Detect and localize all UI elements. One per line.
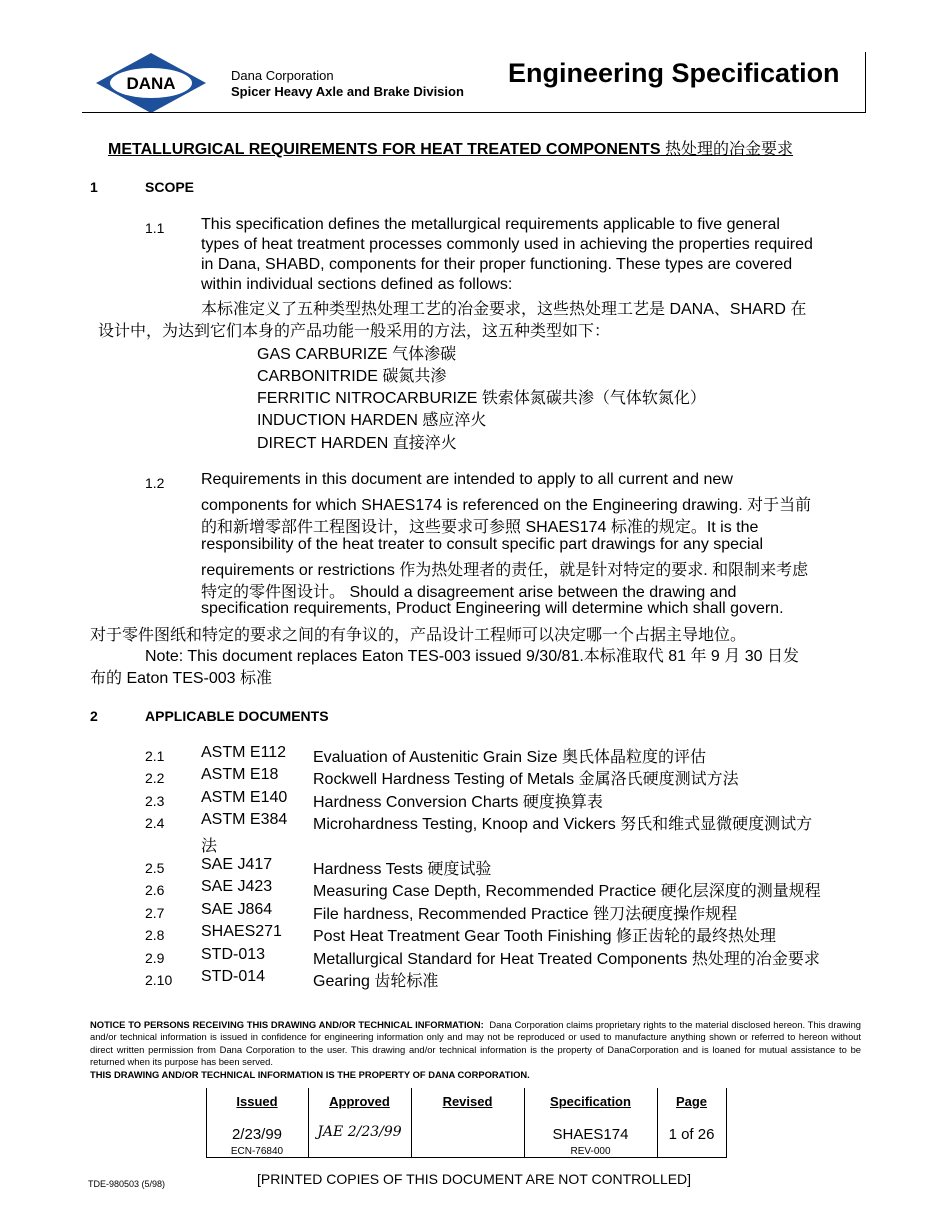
doc-code: SHAES271: [201, 923, 282, 940]
section-1-title: SCOPE: [145, 179, 195, 195]
doc-number: 2.5: [145, 860, 165, 876]
doc-description: Evaluation of Austenitic Grain Size 奥氏体晶粒度的评估: [313, 749, 707, 766]
doc-number: 2.2: [145, 770, 165, 786]
doc-description: Hardness Conversion Charts 硬度换算表: [313, 794, 603, 811]
para-1-1-cn-line: 本标准定义了五种类型热处理工艺的冶金要求，这些热处理工艺是 DANA、SHARD 在: [201, 301, 807, 318]
document-title: [108, 136, 793, 159]
section-2-title: APPLICABLE DOCUMENTS: [145, 708, 329, 724]
process-type: DIRECT HARDEN 直接淬火: [257, 435, 457, 452]
note-line: Note: This document replaces Eaton TES-003 issued 9/30/81.本标准取代 81 年 9 月 30 日发: [145, 648, 799, 665]
document-control-table: [206, 1088, 727, 1158]
process-type: CARBONITRIDE 碳氮共渗: [257, 368, 447, 385]
issued-header: Issued: [236, 1094, 278, 1109]
para-1-1-line: This specification defines the metallurgical requirements applicable to five general: [201, 216, 780, 233]
para-1-1-line: within individual sections defined as follows:: [201, 276, 513, 293]
doc-description: Microhardness Testing, Knoop and Vickers 努氏和维式显微硬度测试方: [313, 816, 813, 833]
document-title-en: METALLURGICAL REQUIREMENTS FOR HEAT TREATED COMPONENTS: [108, 141, 661, 158]
para-1-2-line: 特定的零件图设计。 Should a disagreement arise between the drawing and: [201, 584, 737, 601]
para-1-1-number: 1.1: [145, 220, 165, 236]
doc-code: SAE J417: [201, 856, 273, 873]
doc-number: 2.8: [145, 927, 165, 943]
section-2-number: 2: [90, 708, 98, 724]
specification-header: Specification: [550, 1094, 631, 1109]
para-1-2-number: 1.2: [145, 475, 165, 491]
doc-number: 2.4: [145, 815, 165, 831]
notice-lead: NOTICE TO PERSONS RECEIVING THIS DRAWING AND/OR TECHNICAL INFORMATION:: [90, 1019, 484, 1030]
revised-header: Revised: [442, 1094, 493, 1109]
approval-signature: JAE 2/23/99: [317, 1124, 402, 1140]
doc-number: 2.6: [145, 882, 165, 898]
page-header: Page: [675, 1094, 708, 1109]
revision-number: REV-000: [570, 1146, 611, 1157]
page-number: 1 of 26: [668, 1126, 715, 1143]
doc-code: STD-014: [201, 968, 266, 985]
doc-description: Gearing 齿轮标准: [313, 973, 439, 990]
section-1-number: 1: [90, 179, 98, 195]
para-1-1-line: types of heat treatment processes commonly used in achieving the properties required: [201, 236, 813, 253]
approved-header: Approved: [329, 1094, 390, 1109]
division-name: Spicer Heavy Axle and Brake Division: [231, 84, 464, 99]
doc-code: ASTM E140: [201, 789, 288, 806]
para-1-1-line: in Dana, SHABD, components for their proper functioning. These types are covered: [201, 256, 793, 273]
notice-property: THIS DRAWING AND/OR TECHNICAL INFORMATION IS THE PROPERTY OF DANA CORPORATION.: [90, 1068, 530, 1080]
company-name: Dana Corporation: [231, 68, 334, 83]
doc-code: SAE J864: [201, 901, 273, 918]
header-divider-vertical: [865, 52, 866, 112]
doc-number: 2.3: [145, 793, 165, 809]
para-1-2-line: specification requirements, Product Engineering will determine which shall govern.: [201, 600, 784, 617]
para-1-2-line: 的和新增零部件工程图设计，这些要求可参照 SHAES174 标准的规定。It is the: [201, 519, 759, 536]
doc-number: 2.1: [145, 748, 165, 764]
process-type: GAS CARBURIZE 气体渗碳: [257, 346, 457, 363]
doc-description: Metallurgical Standard for Heat Treated Components 热处理的冶金要求: [313, 951, 820, 968]
doc-number: 2.10: [145, 972, 173, 988]
proprietary-notice: [90, 1019, 861, 1081]
form-number: TDE-980503 (5/98): [88, 1179, 166, 1189]
process-type: FERRITIC NITROCARBURIZE 铁索体氮碳共渗（气体软氮化）: [257, 390, 706, 407]
doc-description: Measuring Case Depth, Recommended Practice 硬化层深度的测量规程: [313, 883, 821, 900]
notice-body: Dana Corporation claims proprietary rights to the material disclosed hereon. This drawing and/or technical information is issued in confidence for engineering information only and may not be reproduced or used to manufacture anything shown or referred to hereon without direct written permission from Dana Corporation to the user. This drawing and/or technical information is the property of DanaCorporation and is loaned for mutual assistance to be returned when its purpose has been served.: [90, 1019, 861, 1068]
specification-number: SHAES174: [552, 1126, 629, 1143]
header-divider: [82, 112, 866, 113]
doc-number: 2.9: [145, 950, 165, 966]
doc-code: STD-013: [201, 946, 266, 963]
para-1-2-line: requirements or restrictions 作为热处理者的责任，就是针对特定的要求. 和限制来考虑: [201, 562, 809, 579]
document-title-cn: 热处理的冶金要求: [665, 139, 794, 158]
dana-logo: [95, 52, 207, 114]
ecn-number: ECN-76840: [230, 1146, 284, 1157]
doc-code: SAE J423: [201, 878, 273, 895]
issued-date: 2/23/99: [231, 1126, 283, 1143]
doc-description: Hardness Tests 硬度试验: [313, 861, 492, 878]
doc-code: ASTM E384: [201, 811, 288, 828]
doc-code: ASTM E112: [201, 744, 287, 761]
doc-number: 2.7: [145, 905, 165, 921]
para-1-2-line: responsibility of the heat treater to consult specific part drawings for any special: [201, 536, 764, 553]
doc-description: Post Heat Treatment Gear Tooth Finishing 修正齿轮的最终热处理: [313, 928, 776, 945]
para-1-2-line: Requirements in this document are intended to apply to all current and new: [201, 471, 733, 488]
para-1-1-cn-line: 设计中，为达到它们本身的产品功能一般采用的方法，这五种类型如下：: [98, 323, 611, 340]
doc-type-title: Engineering Specification: [508, 58, 840, 88]
para-1-2-cn-line: 对于零件图纸和特定的要求之间的有争议的，产品设计工程师可以决定哪一个占据主导地位。: [90, 627, 747, 644]
doc-code: ASTM E18: [201, 766, 279, 783]
logo-text: DANA: [126, 74, 176, 93]
doc-description-wrap: 法: [201, 838, 218, 855]
uncontrolled-copy-notice: [PRINTED COPIES OF THIS DOCUMENT ARE NOT CONTROLLED]: [257, 1171, 692, 1187]
process-type: INDUCTION HARDEN 感应淬火: [257, 412, 487, 429]
note-line: 布的 Eaton TES-003 标准: [90, 670, 273, 687]
doc-description: Rockwell Hardness Testing of Metals 金属洛氏硬度测试方法: [313, 771, 739, 788]
para-1-2-line: components for which SHAES174 is referenced on the Engineering drawing. 对于当前: [201, 497, 812, 514]
doc-description: File hardness, Recommended Practice 锉刀法硬度操作规程: [313, 906, 738, 923]
